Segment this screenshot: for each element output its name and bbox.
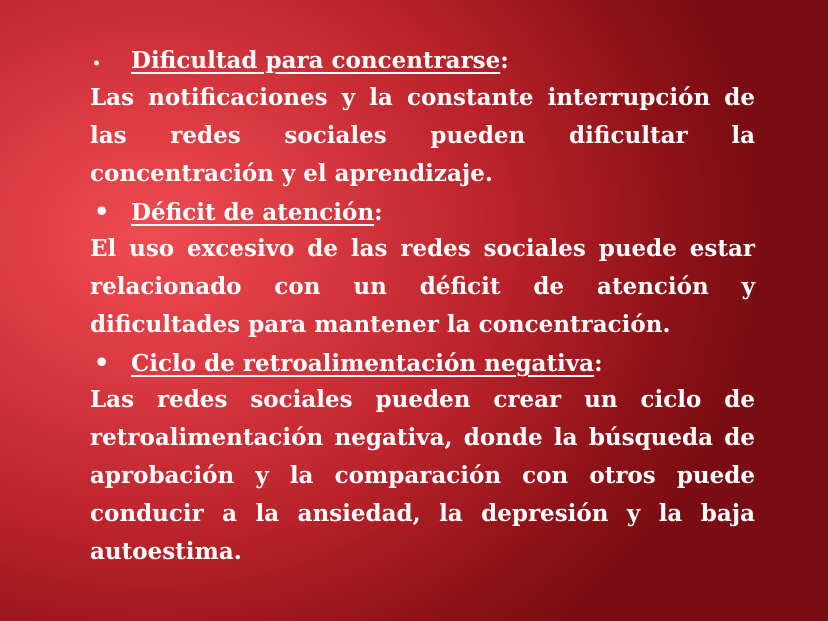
bullet-icon: •	[94, 197, 110, 226]
item-heading-title: Déficit de atención	[131, 199, 375, 226]
item-heading-colon: :	[374, 199, 383, 226]
item-body: Las redes sociales pueden crear un ciclo de retroalimentación negativa, donde la búsqueda de aprobación y la comparación con otros puede conducir a la ansiedad, la depresión y la baja autoestima.	[90, 386, 755, 565]
list-item	[90, 344, 755, 571]
list-item	[90, 193, 755, 344]
item-heading-colon: :	[500, 47, 509, 74]
list-item	[90, 42, 755, 193]
item-heading-title: Dificultad para concentrarse	[131, 47, 501, 74]
bullet-icon: •	[94, 348, 110, 377]
item-heading	[90, 42, 755, 79]
item-heading-colon: :	[594, 350, 603, 377]
slide-content	[90, 42, 755, 571]
item-body: El uso excesivo de las redes sociales puede estar relacionado con un déficit de atención y dificultades para mantener la concentración.	[90, 235, 755, 338]
item-heading	[90, 344, 755, 381]
item-heading	[90, 193, 755, 230]
item-body: Las notificaciones y la constante interrupción de las redes sociales pueden dificultar la concentración y el aprendizaje.	[90, 84, 755, 187]
bullet-icon: •	[92, 56, 101, 72]
item-heading-title: Ciclo de retroalimentación negativa	[131, 350, 595, 377]
